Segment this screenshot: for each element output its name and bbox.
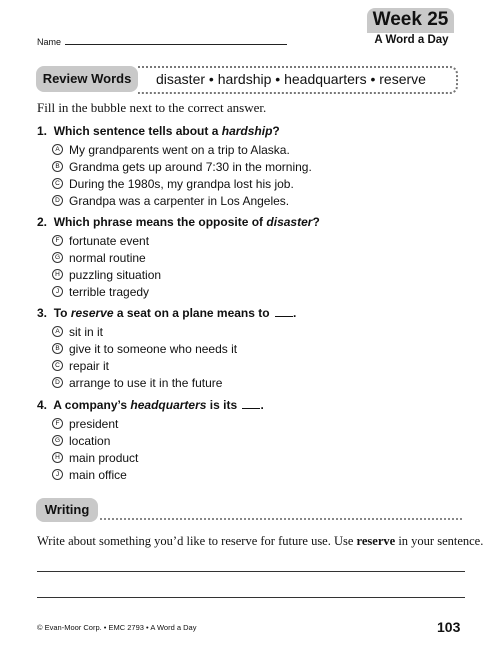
answer-bubble[interactable]: J: [52, 286, 63, 297]
name-field[interactable]: [65, 44, 287, 45]
answer-bubble[interactable]: C: [52, 178, 63, 189]
answer-bubble[interactable]: B: [52, 343, 63, 354]
answer-option[interactable]: [52, 323, 296, 340]
option-label: location: [69, 433, 111, 448]
option-label: main product: [69, 450, 139, 465]
option-label: main office: [69, 467, 127, 482]
name-label: Name: [37, 37, 62, 47]
option-label: puzzling situation: [69, 267, 162, 282]
writing-prompt: Write about something you’d like to reserve for future use. Use reserve in your sentence.: [37, 534, 484, 548]
answer-option[interactable]: [52, 175, 312, 192]
option-label: During the 1980s, my grandpa lost his job.: [69, 176, 294, 191]
question-prompt: 3. To reserve a seat on a plane means to .: [37, 306, 297, 320]
question-prompt: 2. Which phrase means the opposite of disaster?: [37, 215, 320, 229]
question-3: [37, 306, 296, 391]
answer-bubble[interactable]: D: [52, 377, 63, 388]
review-words-label: Review Words: [42, 71, 132, 86]
question-prompt: 4. A company’s headquarters is its .: [37, 398, 264, 412]
answer-option[interactable]: [52, 466, 264, 483]
answer-option[interactable]: [52, 192, 312, 209]
week-label: Week 25: [372, 9, 449, 30]
page-number: 103: [437, 619, 461, 635]
answer-bubble[interactable]: J: [52, 469, 63, 480]
question-prompt: 1. Which sentence tells about a hardship?: [37, 124, 280, 138]
answer-bubble[interactable]: F: [52, 418, 63, 429]
answer-blank: [275, 316, 293, 317]
question-2: [37, 215, 320, 300]
answer-bubble[interactable]: B: [52, 161, 63, 172]
footer-credit: © Evan-Moor Corp. • EMC 2793 • A Word a Day: [37, 623, 197, 632]
answer-bubble[interactable]: G: [52, 435, 63, 446]
answer-option[interactable]: [52, 357, 296, 374]
option-label: Grandma gets up around 7:30 in the morning.: [69, 159, 312, 174]
review-words-list: disaster • hardship • headquarters • reserve: [156, 71, 426, 87]
answer-bubble[interactable]: D: [52, 195, 63, 206]
answer-writing-line[interactable]: [37, 571, 465, 572]
answer-option[interactable]: [52, 249, 320, 266]
answer-bubble[interactable]: A: [52, 144, 63, 155]
question-1: [37, 124, 312, 209]
option-label: repair it: [69, 358, 110, 373]
option-label: normal routine: [69, 250, 146, 265]
answer-bubble[interactable]: C: [52, 360, 63, 371]
answer-writing-line[interactable]: [37, 597, 465, 598]
answer-bubble[interactable]: G: [52, 252, 63, 263]
option-label: Grandpa was a carpenter in Los Angeles.: [69, 193, 290, 208]
answer-option[interactable]: [52, 374, 296, 391]
answer-option[interactable]: [52, 266, 320, 283]
answer-option[interactable]: [52, 141, 312, 158]
writing-label: Writing: [44, 502, 90, 517]
question-4: [37, 398, 264, 483]
review-words-tag: [36, 66, 138, 92]
option-label: sit in it: [69, 324, 104, 339]
option-label: terrible tragedy: [69, 284, 150, 299]
instruction-text: Fill in the bubble next to the correct answer.: [37, 100, 267, 115]
writing-tag: [36, 498, 98, 522]
answer-option[interactable]: [52, 232, 320, 249]
answer-bubble[interactable]: H: [52, 269, 63, 280]
option-label: president: [69, 416, 119, 431]
answer-option[interactable]: [52, 449, 264, 466]
answer-option[interactable]: [52, 158, 312, 175]
option-label: fortunate event: [69, 233, 150, 248]
answer-option[interactable]: [52, 415, 264, 432]
answer-option[interactable]: [52, 283, 320, 300]
answer-option[interactable]: [52, 432, 264, 449]
week-tab: [367, 8, 454, 33]
option-label: arrange to use it in the future: [69, 375, 223, 390]
option-label: My grandparents went on a trip to Alaska.: [69, 142, 290, 157]
answer-blank: [242, 408, 260, 409]
answer-bubble[interactable]: H: [52, 452, 63, 463]
answer-option[interactable]: [52, 340, 296, 357]
option-label: give it to someone who needs it: [69, 341, 238, 356]
page-subtitle: A Word a Day: [374, 34, 449, 46]
writing-divider: [100, 518, 462, 520]
answer-bubble[interactable]: A: [52, 326, 63, 337]
review-words-box: [138, 66, 458, 94]
answer-bubble[interactable]: F: [52, 235, 63, 246]
